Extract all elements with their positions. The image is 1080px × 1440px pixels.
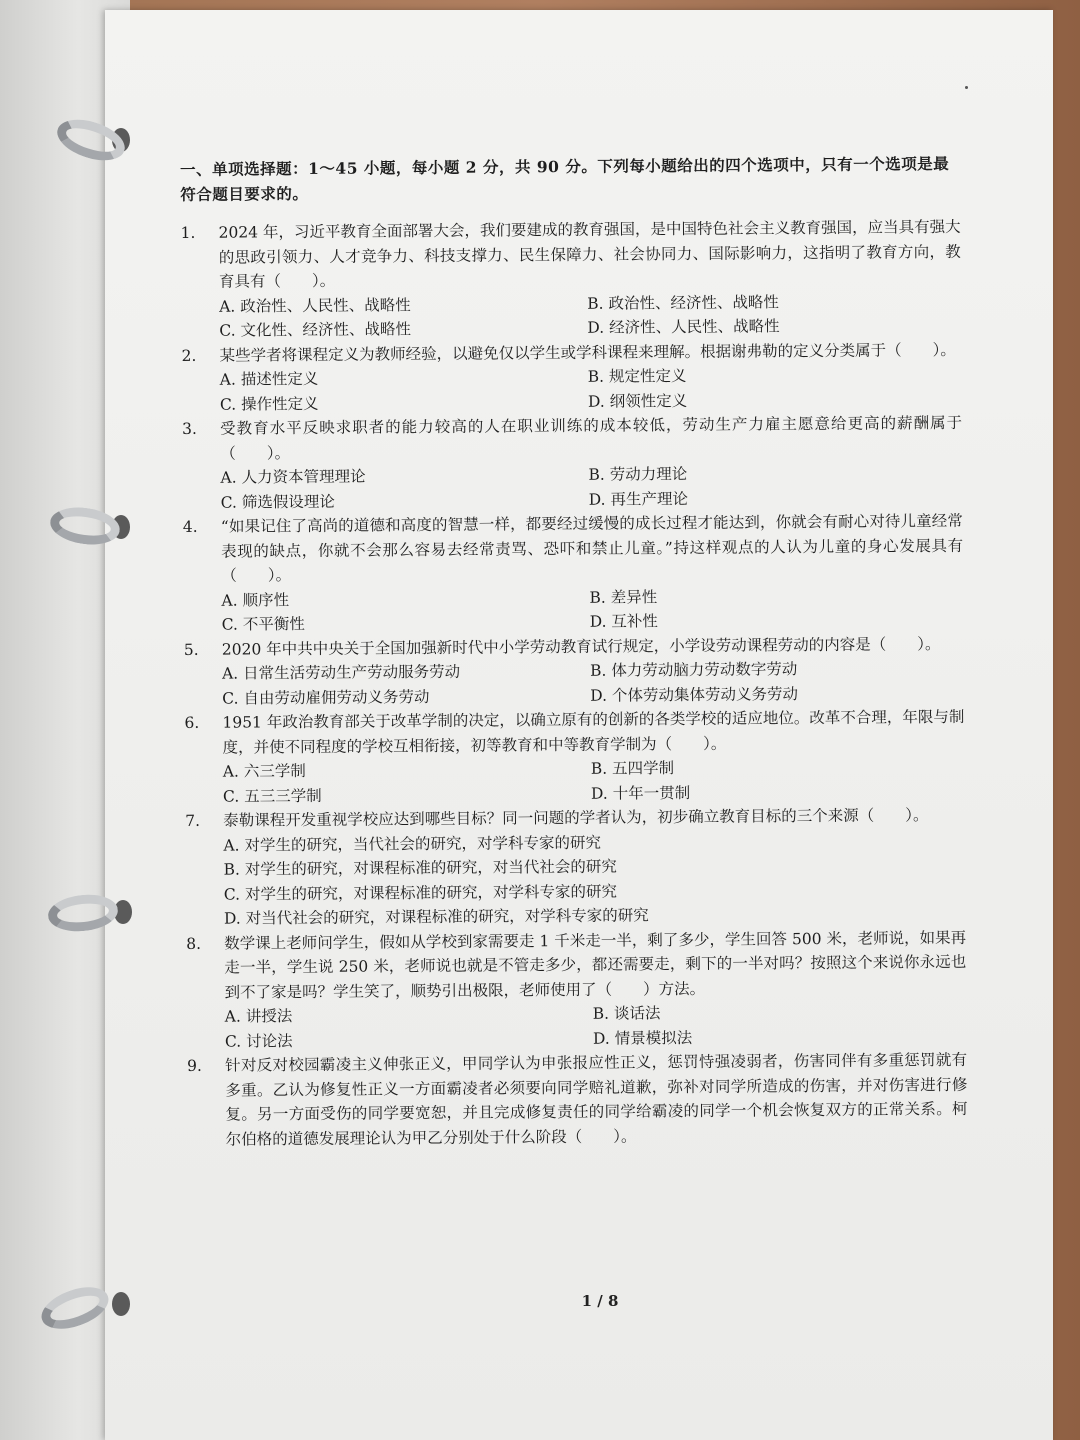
answer-option: B. 五四学制 bbox=[590, 759, 675, 778]
question-number: 2. bbox=[181, 346, 197, 365]
question-list bbox=[180, 215, 967, 1152]
answer-option: B. 体力劳动脑力劳动数字劳动 bbox=[589, 660, 798, 680]
question-number: 4. bbox=[182, 517, 198, 536]
answer-option: C. 对学生的研究，对课程标准的研究，对学科专家的研究 bbox=[223, 882, 618, 904]
question-item bbox=[183, 509, 964, 638]
question-item bbox=[186, 925, 967, 1054]
question-stem: 2020 年中共中央关于全国加强新时代中小学劳动教育试行规定，小学设劳动课程劳动的内容是（ ）。 bbox=[221, 634, 941, 659]
question-number: 5. bbox=[183, 640, 199, 659]
question-item bbox=[185, 803, 966, 932]
answer-option: B. 政治性、经济性、战略性 bbox=[587, 292, 779, 313]
answer-option: D. 再生产理论 bbox=[588, 489, 688, 509]
answer-option: D. 情景模拟法 bbox=[592, 1028, 693, 1048]
answer-option: C. 五三三学制 bbox=[222, 786, 322, 806]
answer-option: A. 人力资本管理理论 bbox=[220, 467, 366, 487]
answer-option: C. 筛选假设理论 bbox=[220, 492, 335, 512]
question-item bbox=[184, 705, 965, 809]
question-item bbox=[181, 337, 962, 417]
question-stem: 数学课上老师问学生，假如从学校到家需要走 1 千米走一半，剩了多少，学生回答 500 米，老师说，如果再走一半，学生说 250 米，老师说也就是不管走多少，都还需要走，剩下的一半对吗？按照这个来说你永远也到不了家是吗？学生笑了，顺势引出极限，老师使用了（ ）方法。 bbox=[224, 928, 967, 1002]
question-stem: 受教育水平反映求职者的能力较高的人在职业训练的成本较低，劳动生产力雇主愿意给更高的薪酬属于（ ）。 bbox=[220, 413, 963, 463]
answer-option: A. 政治性、人民性、战略性 bbox=[219, 295, 411, 316]
section-title: 一、单项选择题：1～45 小题，每小题 2 分，共 90 分。下列每小题给出的四个选项中，只有一个选项是最符合题目要求的。 bbox=[180, 153, 950, 204]
answer-option: C. 不平衡性 bbox=[221, 615, 305, 634]
answer-option: A. 对学生的研究，当代社会的研究，对学科专家的研究 bbox=[223, 833, 602, 855]
answer-option: A. 六三学制 bbox=[222, 762, 306, 781]
answer-option: A. 讲授法 bbox=[224, 1007, 293, 1026]
option-list bbox=[223, 827, 966, 931]
answer-option: D. 个体劳动集体劳动义务劳动 bbox=[590, 684, 799, 705]
answer-option: A. 日常生活劳动生产劳动服务劳动 bbox=[221, 662, 461, 683]
answer-option: B. 对学生的研究，对课程标准的研究，对当代社会的研究 bbox=[223, 857, 617, 879]
answer-option: D. 纲领性定义 bbox=[587, 391, 688, 411]
answer-option: D. 互补性 bbox=[589, 612, 658, 631]
answer-option: C. 自由劳动雇佣劳动义务劳动 bbox=[222, 687, 430, 708]
question-item bbox=[182, 411, 963, 515]
question-number: 6. bbox=[184, 713, 200, 732]
question-stem: “如果记住了高尚的道德和高度的智慧一样，都要经过缓慢的成长过程才能达到，你就会有耐心对待儿童经常表现的缺点，你就不会那么容易去经常责骂、恐吓和禁止儿童。”持这样观点的人认为儿童的身心发展具有（ ）。 bbox=[220, 511, 964, 585]
question-number: 1. bbox=[180, 223, 196, 242]
page-number: 1 / 8 bbox=[581, 1292, 619, 1310]
question-item bbox=[187, 1048, 968, 1152]
punch-hole bbox=[112, 1292, 130, 1316]
exam-content bbox=[180, 152, 968, 1152]
question-number: 9. bbox=[187, 1056, 202, 1075]
option-list bbox=[222, 656, 964, 711]
answer-option: A. 顺序性 bbox=[221, 590, 290, 610]
answer-option: D. 经济性、人民性、战略性 bbox=[587, 317, 780, 337]
answer-option: B. 劳动力理论 bbox=[588, 465, 688, 484]
option-list bbox=[221, 582, 963, 637]
question-item bbox=[184, 631, 965, 711]
question-stem: 泰勒课程开发重视学校应达到哪些目标？同一问题的学者认为，初步确立教育目标的三个来源（ ）。 bbox=[223, 806, 929, 830]
question-number: 3. bbox=[182, 419, 197, 438]
answer-option: B. 差异性 bbox=[589, 587, 658, 607]
option-list bbox=[225, 999, 967, 1054]
question-item bbox=[180, 215, 961, 344]
option-list bbox=[220, 460, 962, 515]
question-number: 7. bbox=[185, 811, 201, 830]
question-stem: 某些学者将课程定义为教师经验，以避免仅以学生或学科课程来理解。根据谢弗勒的定义分类属于（ ）。 bbox=[219, 340, 956, 365]
answer-option: D. 十年一贯制 bbox=[590, 783, 691, 803]
option-list bbox=[220, 362, 962, 417]
answer-option: C. 操作性定义 bbox=[219, 394, 319, 414]
question-stem: 2024 年，习近平教育全面部署大会，我们要建成的教育强国，是中国特色社会主义教育强国，应当具有强大的思政引领力、人才竞争力、科技支撑力、民生保障力、社会协同力、国际影响力，这指明了教育方向，教育具有（ ）。 bbox=[218, 217, 961, 291]
answer-option: A. 描述性定义 bbox=[219, 369, 319, 389]
option-list bbox=[223, 754, 965, 809]
question-stem: 1951 年政治教育部关于改革学制的决定，以确立原有的创新的各类学校的适应地位。改革不合理，年限与制度，并使不同程度的学校互相衔接，初等教育和中等教育学制为（ ）。 bbox=[222, 707, 965, 757]
answer-option: C. 文化性、经济性、战略性 bbox=[219, 320, 412, 340]
paper-mark bbox=[965, 86, 968, 89]
answer-option: C. 讨论法 bbox=[224, 1031, 293, 1051]
answer-option: B. 谈话法 bbox=[592, 1004, 661, 1023]
question-stem: 针对反对校园霸凌主义伸张正义，甲同学认为申张报应性正义，惩罚恃强凌弱者，伤害同伴有多重惩罚就有多重。乙认为修复性正义一方面霸凌者必须要向同学赔礼道歉，弥补对同学所造成的伤害，并对伤害进行修复。另一方面受伤的同学要宽恕，并且完成修复责任的同学给霸凌的同学一个机会恢复双方的正常关系。柯尔伯格的道德发展理论认为甲乙分别处于什么阶段（ ）。 bbox=[225, 1050, 968, 1149]
answer-option: B. 规定性定义 bbox=[587, 367, 687, 386]
question-number: 8. bbox=[186, 934, 202, 953]
answer-option: D. 对当代社会的研究，对课程标准的研究，对学科专家的研究 bbox=[223, 906, 649, 928]
option-list bbox=[219, 288, 961, 343]
